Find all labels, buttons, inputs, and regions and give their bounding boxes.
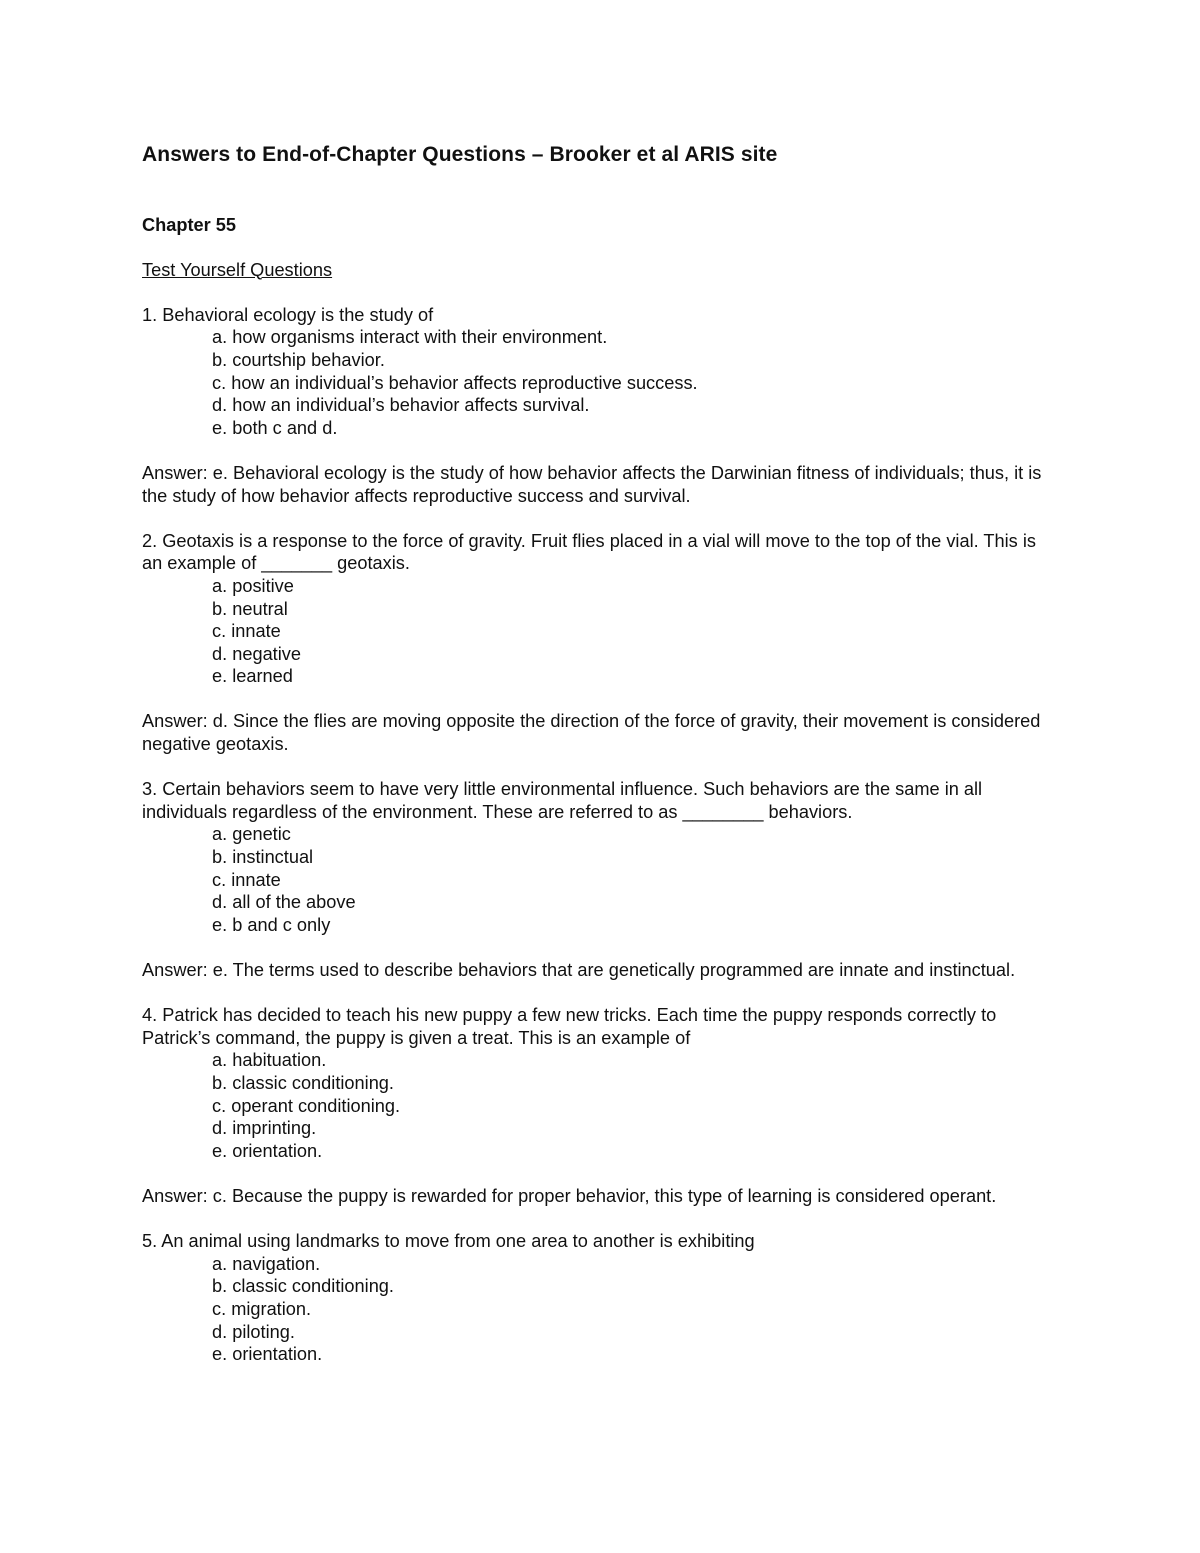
question-5 bbox=[142, 1230, 1042, 1366]
choice-c: c. operant conditioning. bbox=[212, 1095, 401, 1116]
choice-a: a. positive bbox=[212, 575, 294, 596]
choice-list bbox=[142, 326, 1042, 439]
answer-3: Answer: e. The terms used to describe behaviors that are genetically programmed are innate and instinctual. bbox=[142, 960, 1016, 980]
section-heading: Test Yourself Questions bbox=[142, 259, 333, 280]
document-page bbox=[142, 140, 1042, 1388]
question-2 bbox=[142, 530, 1042, 688]
choice-d: d. piloting. bbox=[212, 1321, 295, 1342]
choice-d: d. imprinting. bbox=[212, 1118, 317, 1139]
answer-4: Answer: c. Because the puppy is rewarded for proper behavior, this type of learning is considered operant. bbox=[142, 1185, 997, 1206]
choice-d: d. all of the above bbox=[212, 892, 356, 913]
choice-b: b. neutral bbox=[212, 598, 288, 619]
choice-b: b. courtship behavior. bbox=[212, 349, 385, 370]
choice-d: d. how an individual’s behavior affects survival. bbox=[212, 395, 590, 416]
question-stem: 1. Behavioral ecology is the study of bbox=[142, 304, 434, 325]
question-stem: 3. Certain behaviors seem to have very little environmental influence. Such behaviors are the same in all individuals regardless of the environment. These are referred to as ________ behaviors. bbox=[142, 779, 983, 822]
document-title: Answers to End-of-Chapter Questions – Brooker et al ARIS site bbox=[142, 143, 778, 166]
choice-a: a. how organisms interact with their environment. bbox=[212, 327, 608, 348]
choice-c: c. how an individual’s behavior affects reproductive success. bbox=[212, 372, 698, 393]
choice-list bbox=[142, 1049, 1042, 1162]
choice-c: c. migration. bbox=[212, 1298, 312, 1319]
choice-c: c. innate bbox=[212, 621, 281, 642]
answer-1: Answer: e. Behavioral ecology is the study of how behavior affects the Darwinian fitness of individuals; thus, it is the study of how behavior affects reproductive success and survival. bbox=[142, 462, 1042, 506]
question-stem: 2. Geotaxis is a response to the force of gravity. Fruit flies placed in a vial will move to the top of the vial. This is an example of _______ geotaxis. bbox=[142, 530, 1036, 574]
choice-e: e. both c and d. bbox=[212, 417, 338, 438]
choice-b: b. instinctual bbox=[212, 847, 314, 868]
question-1 bbox=[142, 304, 1042, 440]
choice-a: a. habituation. bbox=[212, 1050, 327, 1071]
choice-list bbox=[142, 823, 1042, 936]
choice-d: d. negative bbox=[212, 643, 301, 664]
choice-e: e. learned bbox=[212, 666, 293, 687]
choice-a: a. genetic bbox=[212, 824, 291, 845]
choice-list bbox=[142, 575, 1042, 688]
chapter-heading: Chapter 55 bbox=[142, 215, 237, 235]
choice-c: c. innate bbox=[212, 869, 281, 890]
choice-b: b. classic conditioning. bbox=[212, 1276, 394, 1297]
choice-e: e. orientation. bbox=[212, 1344, 323, 1365]
question-stem: 5. An animal using landmarks to move from one area to another is exhibiting bbox=[142, 1231, 755, 1252]
choice-b: b. classic conditioning. bbox=[212, 1072, 394, 1093]
answer-2: Answer: d. Since the flies are moving opposite the direction of the force of gravity, their movement is considered negative geotaxis. bbox=[142, 711, 1041, 755]
question-4 bbox=[142, 1004, 1042, 1162]
choice-e: e. b and c only bbox=[212, 914, 331, 935]
choice-list bbox=[142, 1253, 1042, 1366]
choice-e: e. orientation. bbox=[212, 1140, 323, 1161]
question-stem: 4. Patrick has decided to teach his new puppy a few new tricks. Each time the puppy responds correctly to Patrick’s command, the puppy is given a treat. This is an example of bbox=[142, 1005, 997, 1048]
question-3 bbox=[142, 778, 1042, 936]
choice-a: a. navigation. bbox=[212, 1253, 321, 1274]
